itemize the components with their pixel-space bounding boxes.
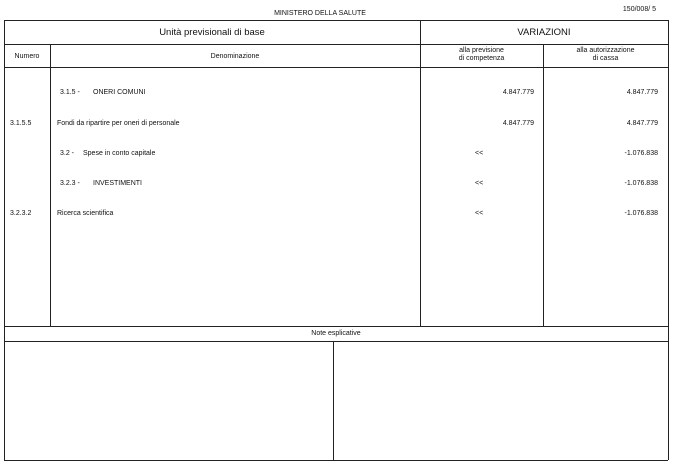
row-cassa: -1.076.838 bbox=[624, 150, 658, 157]
col-header-previsione bbox=[420, 47, 543, 63]
col-header-cassa-line2: di cassa bbox=[592, 55, 619, 62]
row-numero: 3.2.3.2 bbox=[10, 210, 32, 217]
col-header-previsione-line1: alla previsione bbox=[459, 47, 504, 54]
notes-title: Note esplicative bbox=[311, 330, 361, 337]
col-header-denominazione: Denominazione bbox=[210, 53, 260, 60]
row-code: 3.1.5 - bbox=[60, 89, 80, 96]
row-previsione: 4.847.779 bbox=[502, 120, 534, 127]
group-header-upb: Unità previsionali di base bbox=[159, 27, 265, 38]
row-denominazione: ONERI COMUNI bbox=[93, 89, 146, 96]
page-reference: 150/008/ 5 bbox=[622, 6, 656, 13]
row-denominazione: Fondi da ripartire per oneri di personale bbox=[57, 120, 180, 127]
row-previsione: << bbox=[475, 180, 484, 187]
row-numero: 3.1.5.5 bbox=[10, 120, 32, 127]
row-denominazione: INVESTIMENTI bbox=[93, 180, 143, 187]
col-header-previsione-line2: di competenza bbox=[458, 55, 505, 62]
row-code: 3.2 - bbox=[60, 150, 75, 157]
col-header-numero: Numero bbox=[14, 53, 40, 60]
ministry-title: MINISTERO DELLA SALUTE bbox=[274, 10, 366, 17]
notes-right-area bbox=[334, 342, 667, 459]
row-previsione: << bbox=[475, 210, 484, 217]
row-cassa: 4.847.779 bbox=[626, 120, 658, 127]
row-cassa: 4.847.779 bbox=[626, 89, 658, 96]
row-denominazione: Ricerca scientifica bbox=[57, 210, 114, 217]
row-denominazione: Spese in conto capitale bbox=[83, 150, 156, 157]
row-previsione: 4.847.779 bbox=[502, 89, 534, 96]
row-cassa: -1.076.838 bbox=[624, 210, 658, 217]
row-cassa: -1.076.838 bbox=[624, 180, 658, 187]
notes-left-area bbox=[5, 342, 332, 459]
group-header-variazioni: VARIAZIONI bbox=[517, 27, 571, 38]
row-code: 3.2.3 - bbox=[60, 180, 80, 187]
col-header-cassa-line1: alla autorizzazione bbox=[576, 47, 635, 54]
col-header-cassa bbox=[543, 47, 668, 63]
row-previsione: << bbox=[475, 150, 484, 157]
